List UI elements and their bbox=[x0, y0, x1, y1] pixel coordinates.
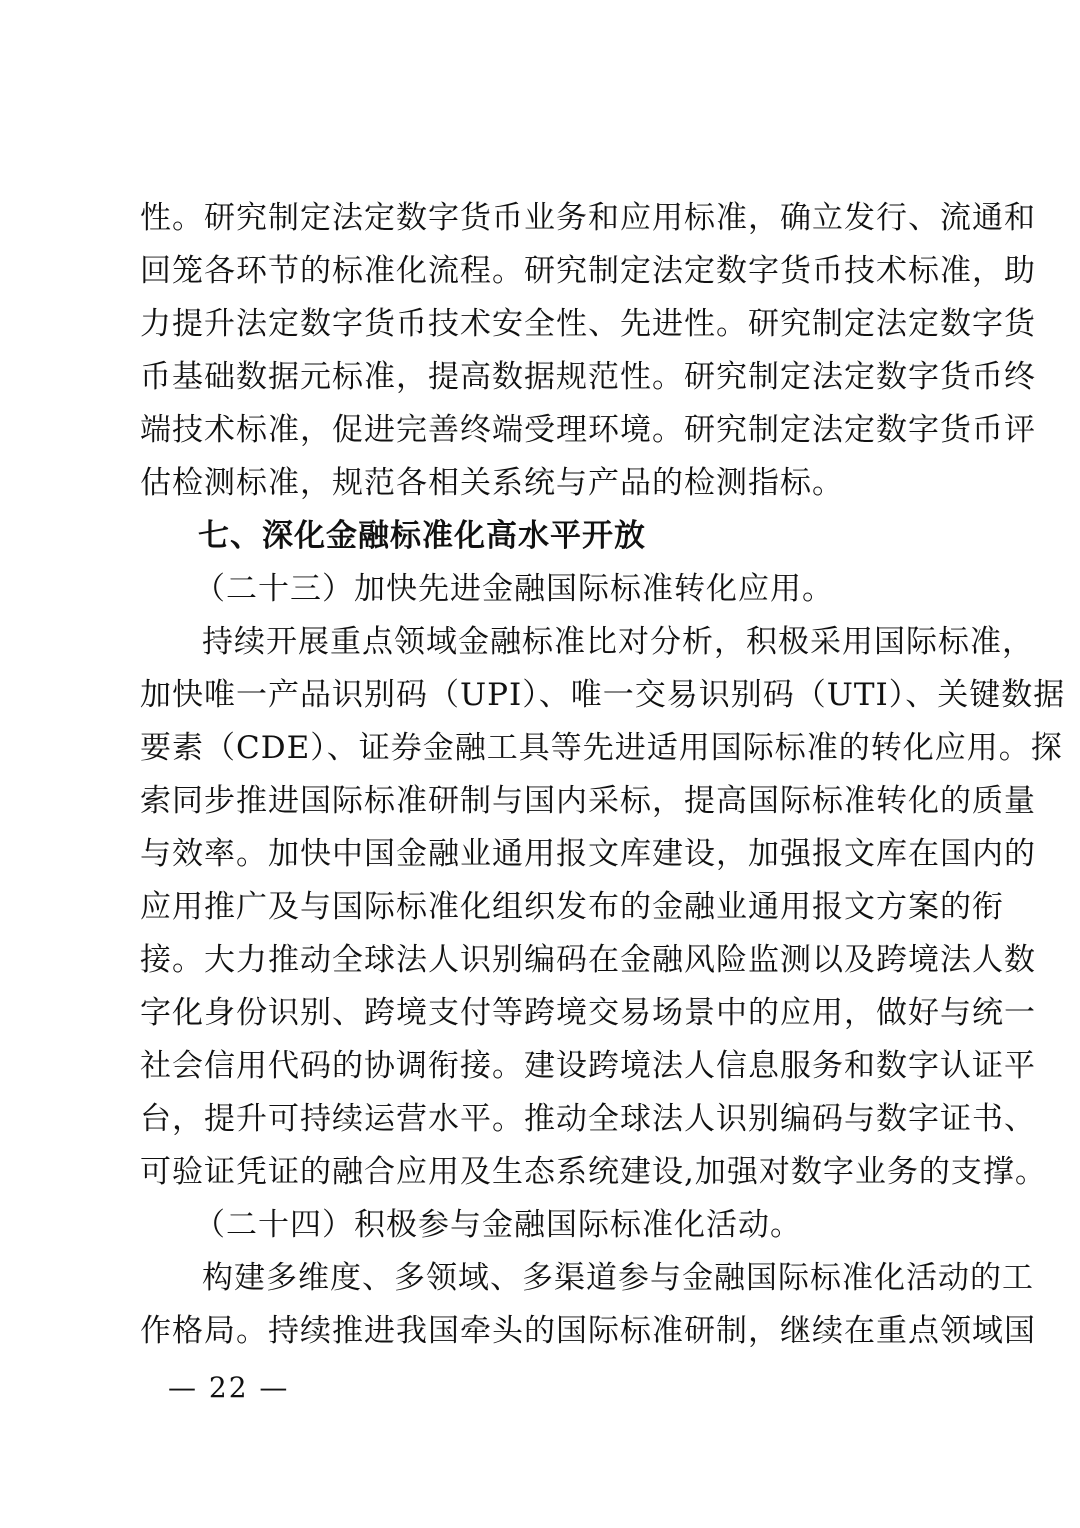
paragraph-23-line-10: 台，提升可持续运营水平。推动全球法人识别编码与数字证书、 bbox=[140, 1101, 1036, 1137]
paragraph-23-line-8: 字化身份识别、跨境支付等跨境交易场景中的应用，做好与统一 bbox=[140, 995, 1036, 1031]
body-line-1: 性。研究制定法定数字货币业务和应用标准，确立发行、流通和 bbox=[140, 200, 1036, 236]
body-line-6: 估检测标准，规范各相关系统与产品的检测指标。 bbox=[140, 465, 844, 501]
paragraph-23-line-11: 可验证凭证的融合应用及生态系统建设,加强对数字业务的支撑。 bbox=[140, 1154, 1047, 1190]
paragraph-24-line-1: 构建多维度、多领域、多渠道参与金融国际标准化活动的工 bbox=[202, 1260, 1034, 1296]
subsection-heading-24: （二十四）积极参与金融国际标准化活动。 bbox=[194, 1207, 802, 1243]
paragraph-24-line-2: 作格局。持续推进我国牵头的国际标准研制，继续在重点领域国 bbox=[140, 1313, 1036, 1349]
body-line-2: 回笼各环节的标准化流程。研究制定法定数字货币技术标准，助 bbox=[140, 253, 1036, 289]
paragraph-23-line-3: 要素（CDE）、证券金融工具等先进适用国际标准的转化应用。探 bbox=[140, 730, 1063, 766]
body-line-3: 力提升法定数字货币技术安全性、先进性。研究制定法定数字货 bbox=[140, 306, 1036, 342]
paragraph-23-line-6: 应用推广及与国际标准化组织发布的金融业通用报文方案的衔 bbox=[140, 889, 1004, 925]
page-number: — 22 — bbox=[168, 1371, 290, 1404]
paragraph-23-line-2: 加快唯一产品识别码（UPI）、唯一交易识别码（UTI）、关键数据 bbox=[140, 677, 1066, 713]
subsection-heading-23: （二十三）加快先进金融国际标准转化应用。 bbox=[194, 571, 834, 607]
paragraph-23-line-7: 接。大力推动全球法人识别编码在金融风险监测以及跨境法人数 bbox=[140, 942, 1036, 978]
paragraph-23-line-5: 与效率。加快中国金融业通用报文库建设，加强报文库在国内的 bbox=[140, 836, 1036, 872]
body-line-5: 端技术标准，促进完善终端受理环境。研究制定法定数字货币评 bbox=[140, 412, 1036, 448]
paragraph-23-line-1: 持续开展重点领域金融标准比对分析，积极采用国际标准， bbox=[202, 624, 1034, 660]
paragraph-23-line-4: 索同步推进国际标准研制与国内采标，提高国际标准转化的质量 bbox=[140, 783, 1036, 819]
section-heading: 七、深化金融标准化高水平开放 bbox=[198, 518, 646, 554]
paragraph-23-line-9: 社会信用代码的协调衔接。建设跨境法人信息服务和数字认证平 bbox=[140, 1048, 1036, 1084]
body-line-4: 币基础数据元标准，提高数据规范性。研究制定法定数字货币终 bbox=[140, 359, 1036, 395]
